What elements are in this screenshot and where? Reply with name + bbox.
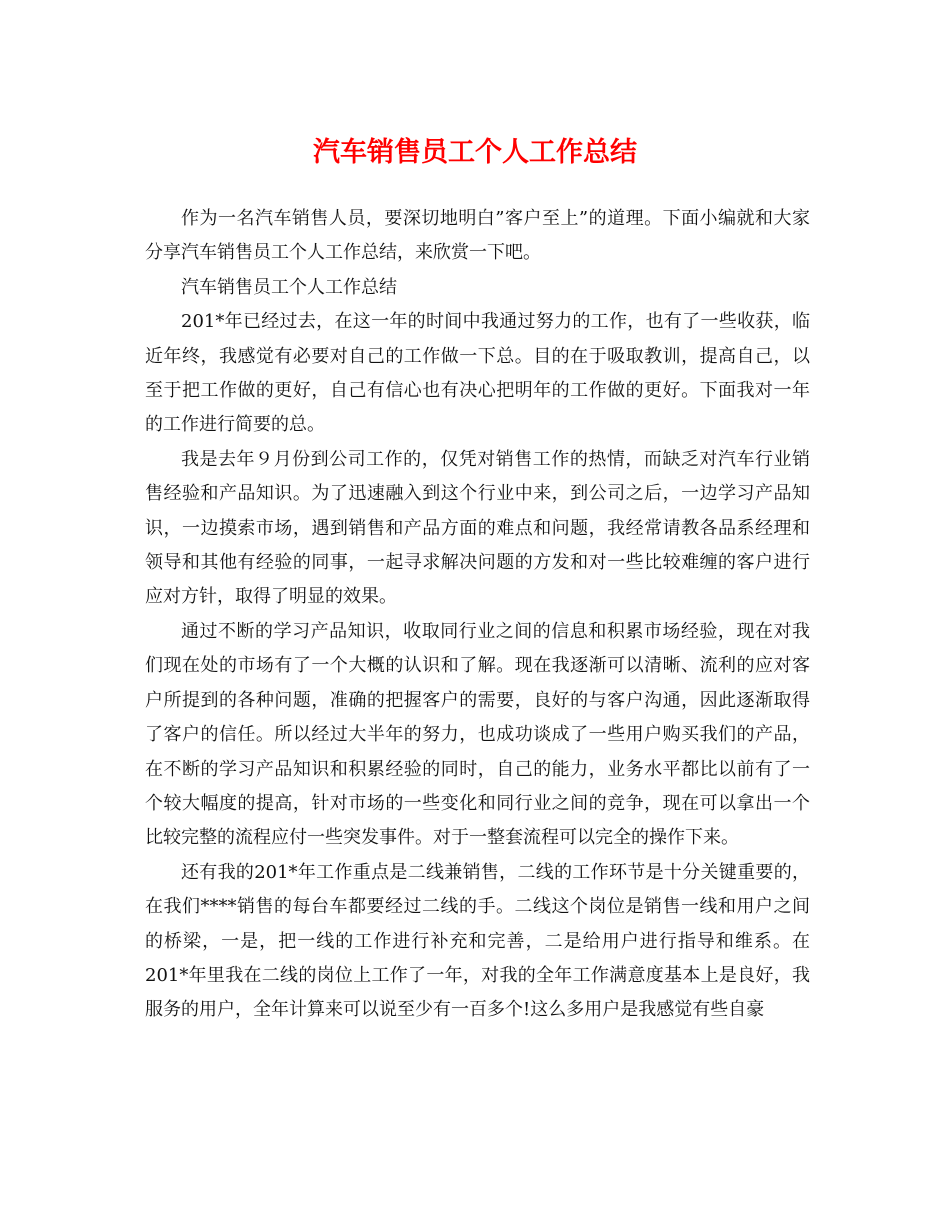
paragraph-subtitle: 汽车销售员工个人工作总结 xyxy=(181,276,397,298)
paragraph-learning: 我是去年９月份到公司工作的，仅凭对销售工作的热情，而缺乏对汽车行业销售经验和产品知识。为了迅速融入到这个行业中来，到公司之后，一边学习产品知识，一边摸索市场，遇到销售和产品方面的难点和问题，我经常请教各品系经理和领导和其他有经验的同事，一起寻求解决问题的方发和对一些比较难缠的客户进行应对方针，取得了明显的效果。 xyxy=(145,448,810,608)
document-body xyxy=(145,202,810,1028)
document-title: 汽车销售员工个人工作总结 xyxy=(313,137,637,168)
paragraph-intro: 作为一名汽车销售人员，要深切地明白”客户至上”的道理。下面小编就和大家分享汽车销售员工个人工作总结，来欣赏一下吧。 xyxy=(145,208,810,264)
paragraph-summary: 201*年已经过去，在这一年的时间中我通过努力的工作，也有了一些收获，临近年终，我感觉有必要对自己的工作做一下总。目的在于吸取教训，提高自己，以至于把工作做的更好，自己有信心也有决心把明年的工作做的更好。下面我对一年的工作进行简要的总。 xyxy=(145,311,810,436)
paragraph-second-line: 还有我的201*年工作重点是二线兼销售，二线的工作环节是十分关键重要的，在我们****销售的每台车都要经过二线的手。二线这个岗位是销售一线和用户之间的桥梁，一是，把一线的工作进行补充和完善，二是给用户进行指导和维系。在201*年里我在二线的岗位上工作了一年，对我的全年工作满意度基本上是良好，我服务的用户，全年计算来可以说至少有一百多个!这么多用户是我感觉有些自豪 xyxy=(145,861,810,1021)
paragraph-market: 通过不断的学习产品知识，收取同行业之间的信息和积累市场经验，现在对我们现在处的市场有了一个大概的认识和了解。现在我逐渐可以清晰、流利的应对客户所提到的各种问题，准确的把握客户的需要，良好的与客户沟通，因此逐渐取得了客户的信任。所以经过大半年的努力，也成功谈成了一些用户购买我们的产品，在不断的学习产品知识和积累经验的同时，自己的能力，业务水平都比以前有了一个较大幅度的提高，针对市场的一些变化和同行业之间的竞争，现在可以拿出一个比较完整的流程应付一些突发事件。对于一整套流程可以完全的操作下来。 xyxy=(145,620,810,849)
